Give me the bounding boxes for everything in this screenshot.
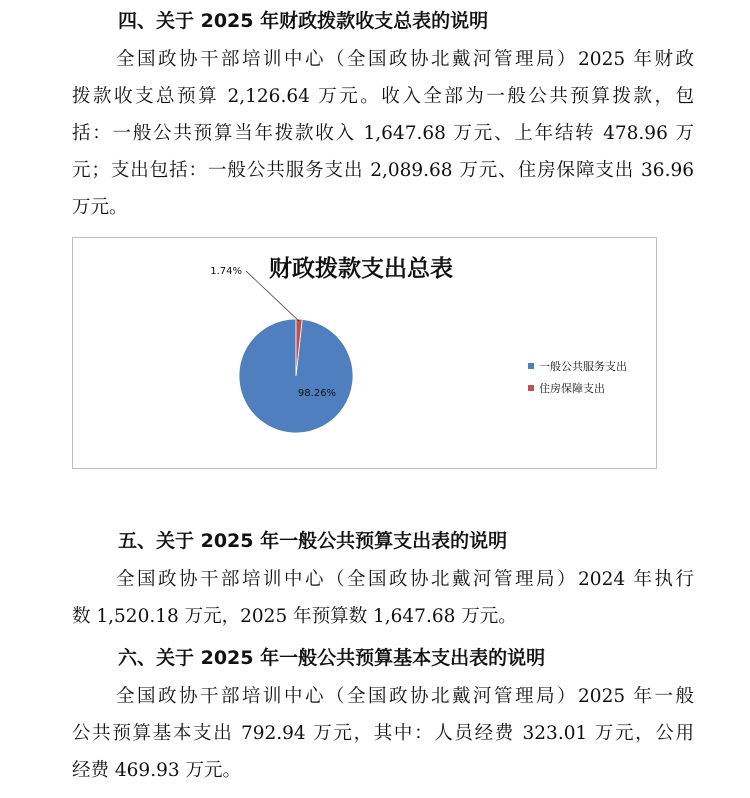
paragraph-line: 经费 469.93 万元。 bbox=[72, 760, 241, 781]
paragraph-line: 全国政协干部培训中心（全国政协北戴河管理局）2025 年财政 bbox=[116, 49, 694, 70]
paragraph-line: 公共预算基本支出 792.94 万元，其中：人员经费 323.01 万元，公用 bbox=[72, 723, 694, 744]
paragraph-line: 数 1,520.18 万元，2025 年预算数 1,647.68 万元。 bbox=[72, 606, 517, 627]
legend-label: 一般公共服务支出 bbox=[539, 360, 627, 373]
section-5-heading: 五、关于 2025 年一般公共预算支出表的说明 bbox=[118, 530, 508, 552]
paragraph-line: 全国政协干部培训中心（全国政协北戴河管理局）2025 年一般 bbox=[116, 686, 694, 707]
section-6-paragraph bbox=[72, 678, 694, 789]
pie-chart-canvas bbox=[73, 238, 658, 470]
section-6-heading: 六、关于 2025 年一般公共预算基本支出表的说明 bbox=[118, 647, 546, 669]
leader-line-housing-security bbox=[246, 271, 299, 321]
paragraph-line: 拨款收支总预算 2,126.64 万元。收入全部为一般公共预算拨款，包 bbox=[72, 86, 694, 107]
data-label-housing-security: 1.74% bbox=[210, 266, 242, 277]
chart-legend bbox=[528, 355, 627, 399]
legend-swatch bbox=[528, 385, 534, 391]
paragraph-line: 万元。 bbox=[72, 197, 128, 218]
data-label-general-public-service: 98.26% bbox=[297, 388, 337, 399]
section-5-paragraph bbox=[72, 561, 694, 635]
pie-chart bbox=[72, 237, 657, 469]
section-4-paragraph bbox=[72, 41, 694, 226]
section-4-heading: 四、关于 2025 年财政拨款收支总表的说明 bbox=[118, 10, 489, 32]
paragraph-line: 括：一般公共预算当年拨款收入 1,647.68 万元、上年结转 478.96 万 bbox=[72, 123, 694, 144]
chart-title: 财政拨款支出总表 bbox=[269, 256, 453, 282]
paragraph-line: 全国政协干部培训中心（全国政协北戴河管理局）2024 年执行 bbox=[116, 569, 694, 590]
legend-item-general-public-service bbox=[528, 355, 627, 377]
legend-item-housing-security bbox=[528, 377, 627, 399]
legend-label: 住房保障支出 bbox=[539, 382, 605, 395]
legend-swatch bbox=[528, 363, 534, 369]
paragraph-line: 元；支出包括：一般公共服务支出 2,089.68 万元、住房保障支出 36.96 bbox=[72, 160, 694, 181]
